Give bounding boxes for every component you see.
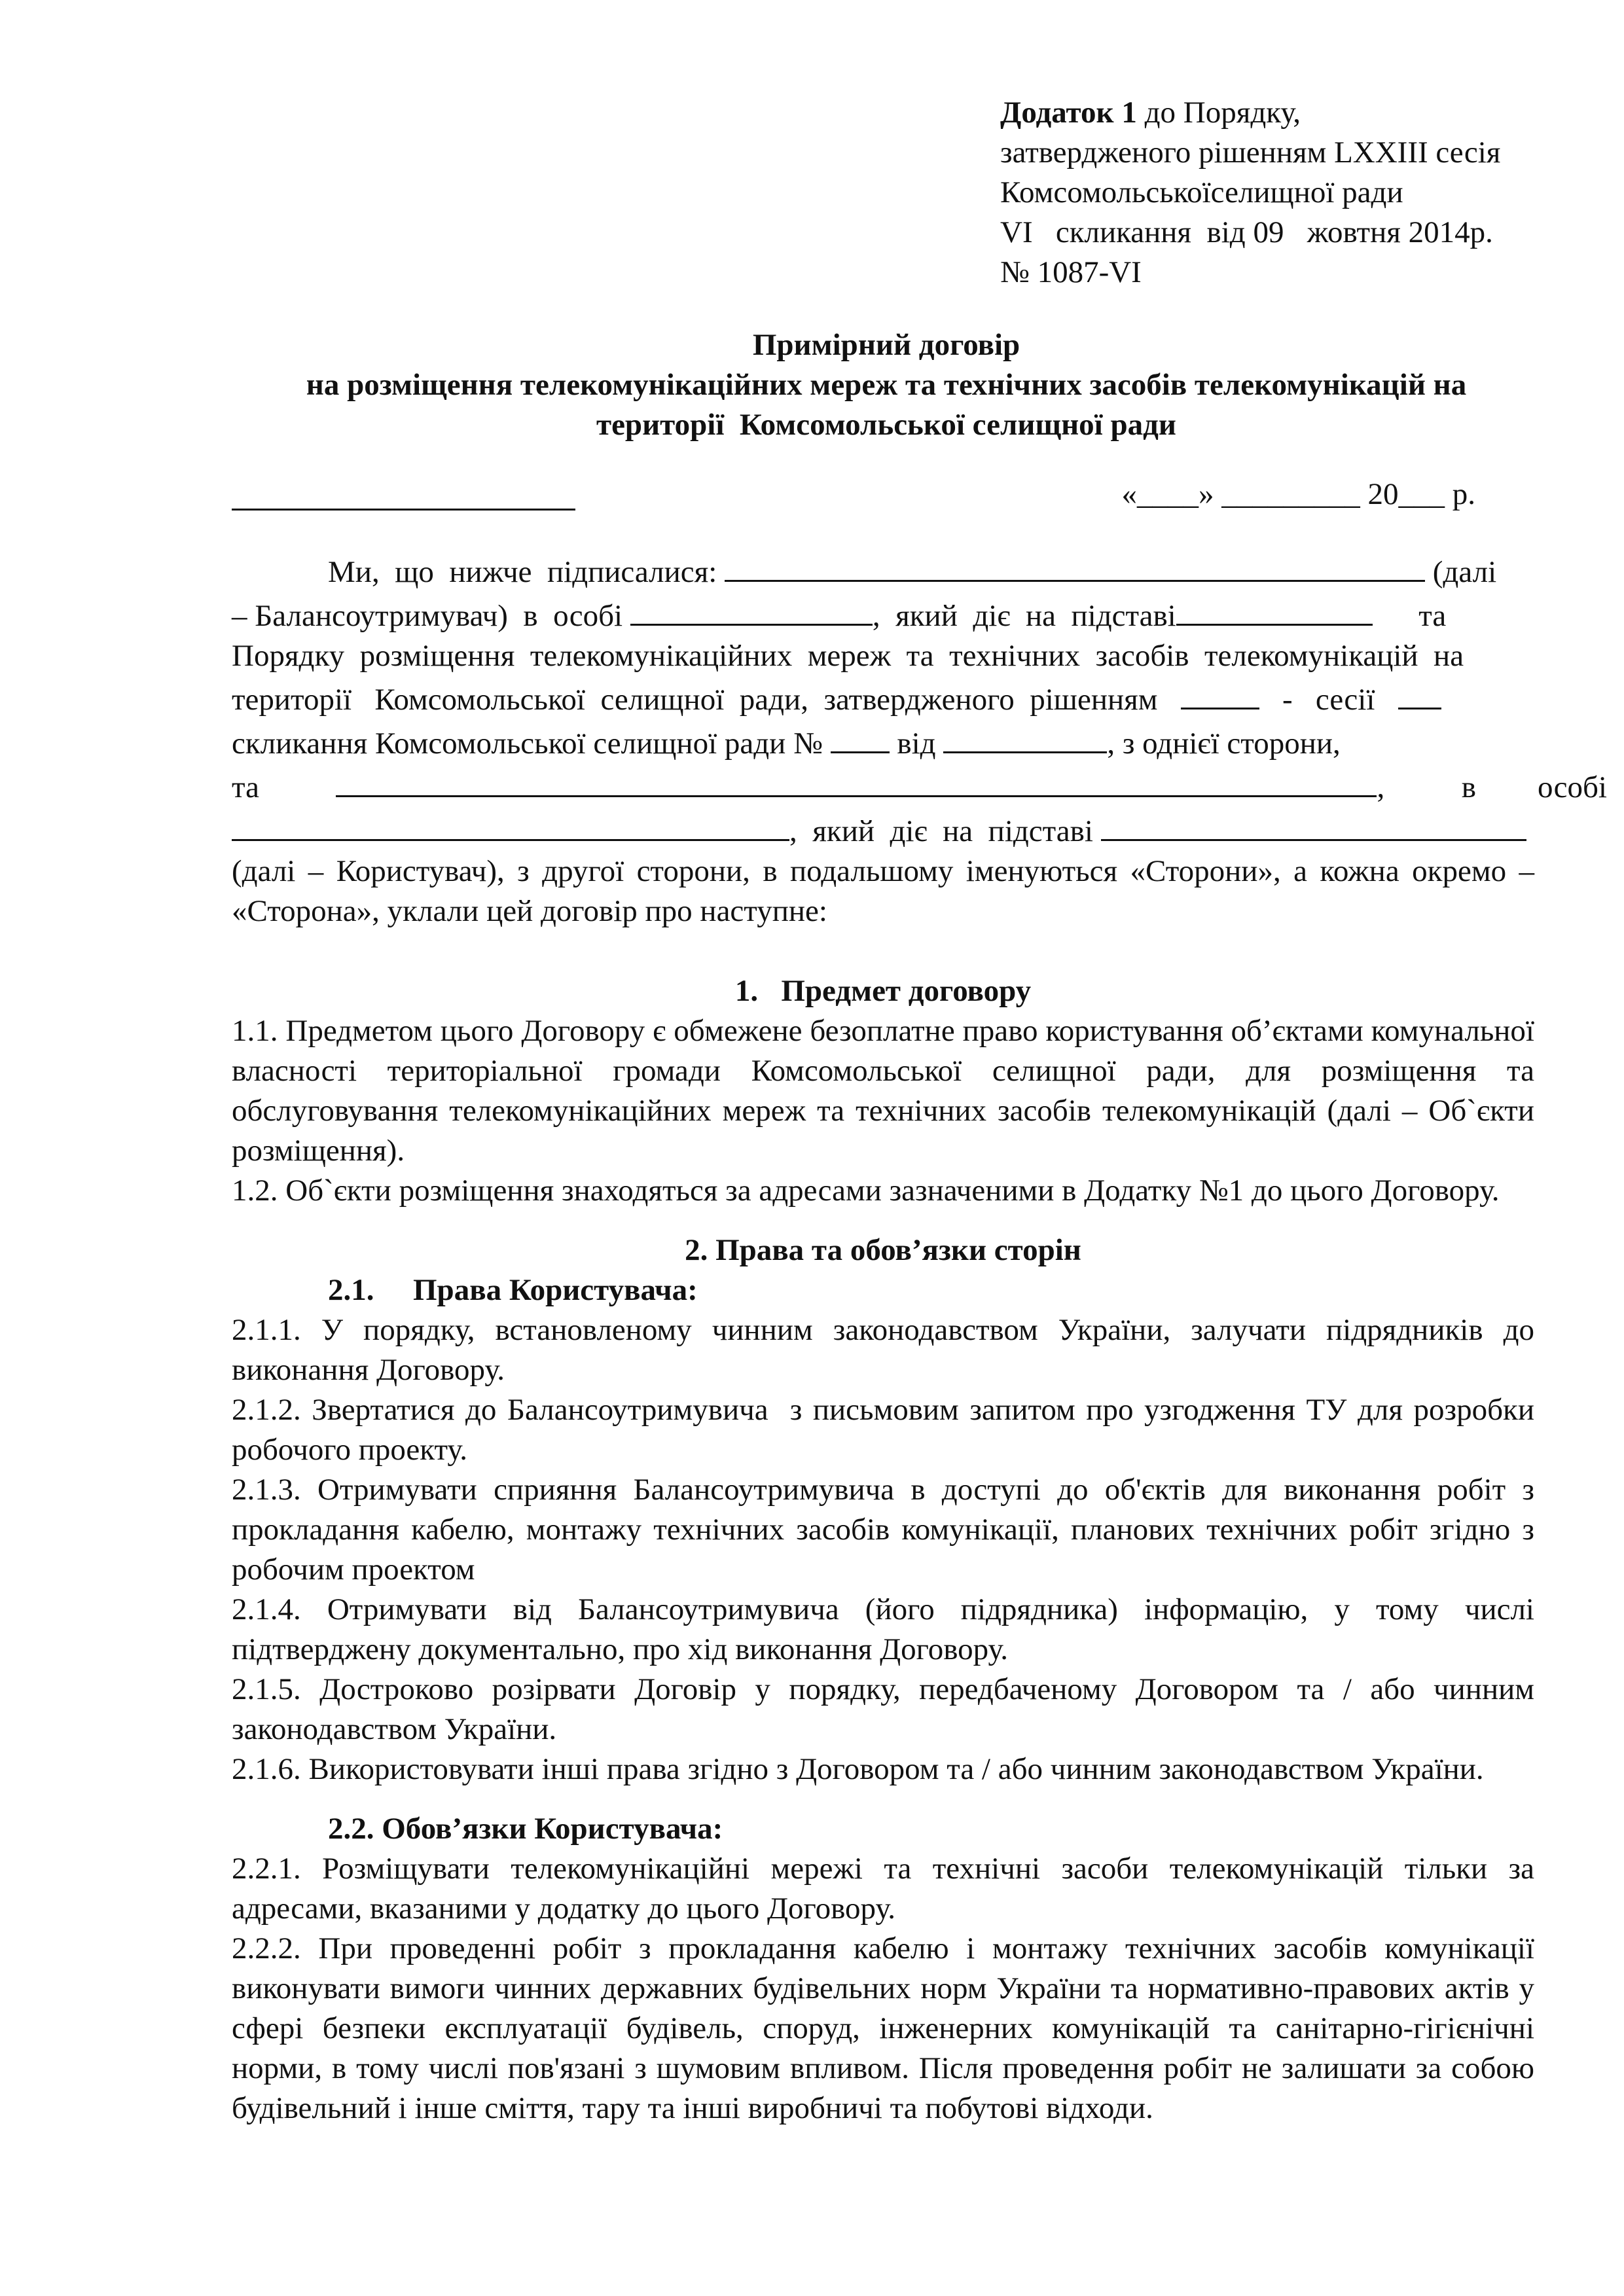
preamble-line-4 <box>232 676 1534 720</box>
preamble-text-5a: скликання Комсомольської селищної ради № <box>232 726 823 761</box>
blank-field <box>725 548 1425 582</box>
preamble-text-2a: – Балансоутримувач) в особі <box>232 599 623 633</box>
item-2-1-4: 2.1.4. Отримувати від Балансоутримувича (його підрядника) інформацію, у тому числі підтверджену документально, про хід виконання Договору. <box>232 1592 1534 1666</box>
blank-field <box>1101 808 1526 841</box>
appendix-line-3: Комсомольськоїселищної ради <box>1000 175 1403 209</box>
blank-field <box>1176 592 1373 626</box>
preamble-line-7 <box>232 808 1534 852</box>
place-blank-line <box>232 475 575 511</box>
date-field: «____» _________ 20___ р. <box>1121 477 1475 511</box>
preamble-text-7a: , який діє на підставі <box>789 814 1093 848</box>
spacer <box>232 1211 1534 1230</box>
title-line-2: на розміщення телекомунікаційних мереж та технічних засобів телекомунікацій на <box>306 368 1467 402</box>
preamble-line-3: Порядку розміщення телекомунікаційних мереж та технічних засобів телекомунікацій на <box>232 639 1464 673</box>
appendix-label: Додаток 1 <box>1000 96 1137 130</box>
appendix-line-4: VI скликання від 09 жовтня 2014р. <box>1000 215 1493 249</box>
blank-field <box>630 592 873 626</box>
spacer <box>232 1789 1534 1809</box>
subsection-2-1-number: 2.1. <box>328 1273 374 1307</box>
blank-field <box>1398 676 1441 709</box>
item-2-1-5: 2.1.5. Достроково розірвати Договір у порядку, передбаченому Договором та / або чинним законодавством України. <box>232 1672 1534 1746</box>
title-line-1: Примірний договір <box>752 328 1020 362</box>
appendix-line-1-rest: до Порядку, <box>1136 96 1301 130</box>
item-2-1-6: 2.1.6. Використовувати інші права згідно з Договором та / або чинним законодавством України. <box>232 1752 1484 1786</box>
item-2-2-2: 2.2.2. При проведенні робіт з прокладання кабелю і монтажу технічних засобів комунікації виконувати вимоги чинних державних будівельних норм України та нормативно-правових актів у сфері безпеки експлуатації будівель, споруд, інженерних комунікацій та санітарно-гігієнічні норми, в тому числі пов'язані з шумовим впливом. Після проведення робіт не залишати за собою будівельний і інше сміття, тару та інші виробничі та побутові відходи. <box>232 1931 1534 2125</box>
section-1-title: 1. Предмет договору <box>734 974 1032 1008</box>
preamble-text-1-end: (далі <box>1432 555 1497 589</box>
preamble-text-5b: від <box>897 726 936 761</box>
preamble-line-8: (далі – Користувач), з другої сторони, в подальшому іменуються «Сторони», а кожна окремо – «Сторона», уклали цей договір про наступне: <box>232 854 1534 928</box>
preamble-line-2 <box>232 592 1534 636</box>
appendix-line-2: затвердженого рішенням LXXIII сесія <box>1000 135 1501 170</box>
preamble-text-1: Ми, що нижче підписалися: <box>328 555 717 589</box>
preamble-text-4a: території Комсомольської селищної ради, затвердженого рішенням <box>232 683 1158 717</box>
blank-field <box>1181 676 1259 709</box>
section-1-item-2: 1.2. Об`єкти розміщення знаходяться за адресами зазначеними в Додатку №1 до цього Договору. <box>232 1174 1500 1208</box>
preamble-text-2b: , який діє на підставі <box>872 599 1176 633</box>
preamble-text-6a: та <box>232 770 259 804</box>
preamble-text-6d: особі <box>1537 770 1607 804</box>
preamble-text-5c: , з однієї сторони, <box>1107 726 1341 761</box>
appendix-line-5: № 1087-VI <box>1000 255 1142 289</box>
preamble-text-2c: та <box>1418 599 1447 633</box>
item-2-1-1: 2.1.1. У порядку, встановленому чинним законодавством України, залучати підрядників до виконання Договору. <box>232 1313 1534 1387</box>
appendix-reference <box>1000 93 1537 293</box>
item-2-1-2: 2.1.2. Звертатися до Балансоутримувича з письмовим запитом про узгодження ТУ для розробки робочого проекту. <box>232 1393 1542 1467</box>
preamble-text-6c: в <box>1461 770 1476 804</box>
preamble-text-4b: - сесії <box>1282 683 1375 717</box>
appendix-line-1 <box>1000 93 1537 133</box>
title-line-3: території Комсомольської селищної ради <box>596 408 1176 442</box>
item-2-2-1: 2.2.1. Розміщувати телекомунікаційні мережі та технічні засоби телекомунікацій тільки за адресами, вказаними у додатку до цього Договору. <box>232 1852 1534 1926</box>
document-title <box>232 325 1541 445</box>
section-1-item-1: 1.1. Предметом цього Договору є обмежене безоплатне право користування об’єктами комунальної власності територіальної громади Комсомольської селищної ради, для розміщення та обслуговування телекомунікаційних мереж та технічних засобів телекомунікацій (далі – Об`єкти розміщення). <box>232 1014 1534 1168</box>
item-2-1-3: 2.1.3. Отримувати сприяння Балансоутримувича в доступі до об'єктів для виконання робіт з прокладання кабелю, монтажу технічних засобів комунікації, планових технічних робіт згідно з робочим проектом <box>232 1473 1534 1587</box>
subsection-2-1-title <box>232 1270 1534 1310</box>
subsection-2-1-label: Права Користувача: <box>413 1273 698 1307</box>
preamble-line-5 <box>232 720 1534 764</box>
spacer <box>232 931 1534 971</box>
section-2-title: 2. Права та обов’язки сторін <box>685 1233 1081 1267</box>
document-body <box>232 548 1607 2128</box>
blank-field <box>943 720 1107 753</box>
preamble-line-6 <box>232 764 1607 808</box>
place-date-row <box>232 475 1475 514</box>
preamble-line-1 <box>232 548 1534 592</box>
preamble-text-6b: , <box>1377 770 1385 804</box>
blank-field <box>232 808 789 841</box>
subsection-2-2-title: 2.2. Обов’язки Користувача: <box>328 1812 723 1846</box>
blank-field <box>831 720 890 753</box>
blank-field <box>336 764 1377 797</box>
